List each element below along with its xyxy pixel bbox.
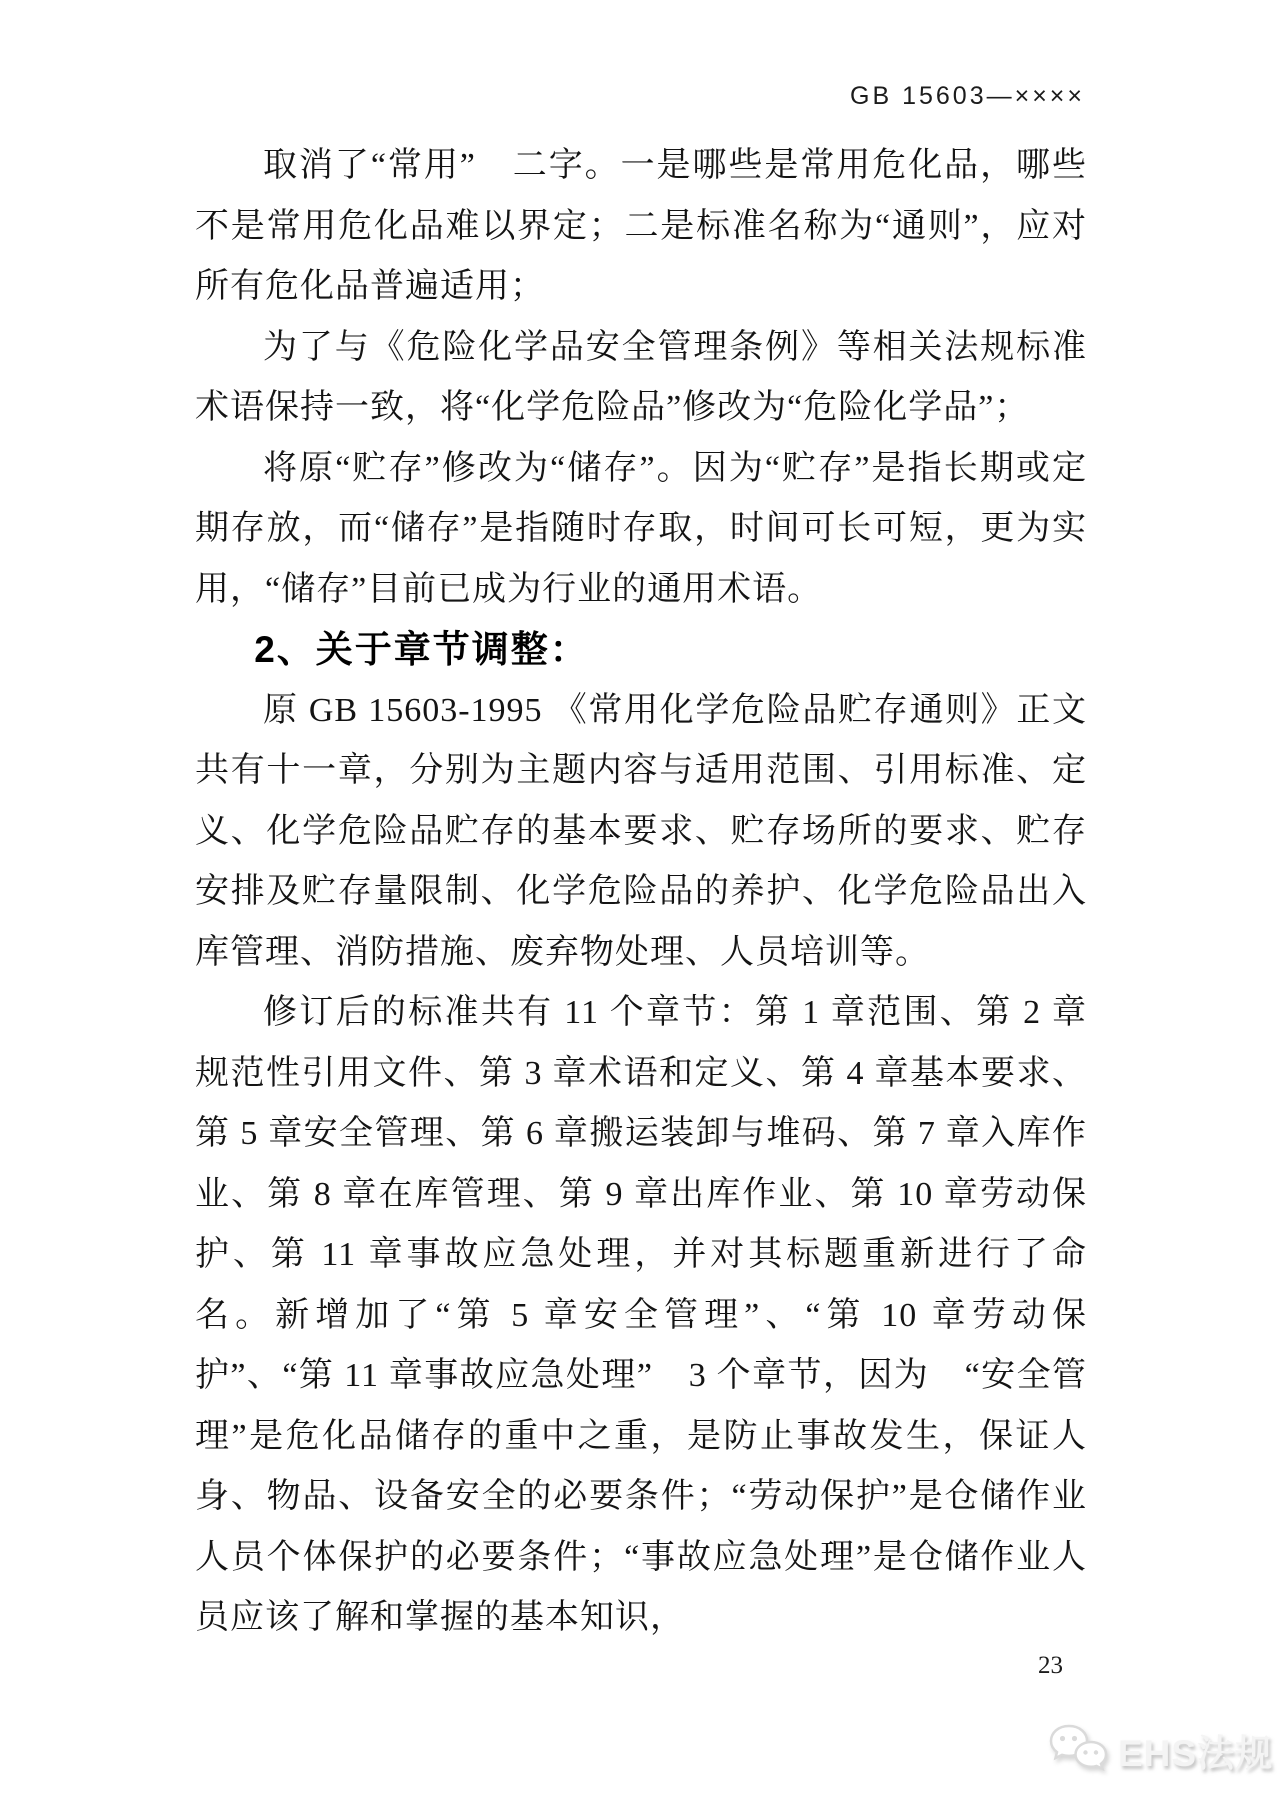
paragraph: 原 GB 15603-1995 《常用化学危险品贮存通则》正文共有十一章，分别为主题内容与适用范围、引用标准、定义、化学危险品贮存的基本要求、贮存场所的要求、贮存安排及贮存量限制、化学危险品的养护、化学危险品出入库管理、消防措施、废弃物处理、人员培训等。 xyxy=(195,691,1087,971)
watermark-label: EHS法规 xyxy=(1118,1733,1274,1774)
document-header-standard-number: GB 15603—×××× xyxy=(850,82,1085,110)
section-heading: 2、关于章节调整： xyxy=(254,629,589,670)
paragraph: 将原“贮存”修改为“储存”。因为“贮存”是指长期或定期存放，而“储存”是指随时存取，时间可长可短，更为实用，“储存”目前已成为行业的通用术语。 xyxy=(195,449,1087,608)
page-number: 23 xyxy=(1038,1652,1063,1679)
document-body xyxy=(195,136,1087,1649)
paragraph: 取消了“常用” 二字。一是哪些是常用危化品，哪些不是常用危化品难以界定；二是标准名称为“通则”，应对所有危化品普遍适用； xyxy=(195,147,1087,305)
watermark xyxy=(1048,1722,1273,1778)
paragraph: 为了与《危险化学品安全管理条例》等相关法规标准术语保持一致，将“化学危险品”修改为“危险化学品”； xyxy=(195,328,1087,426)
paragraph: 修订后的标准共有 11 个章节：第 1 章范围、第 2 章规范性引用文件、第 3 章术语和定义、第 4 章基本要求、第 5 章安全管理、第 6 章搬运装卸与堆码、第 7 章入库作业、第 8 章在库管理、第 9 章出库作业、第 10 章劳动保护、第 11 章事故应急处理，并对其标题重新进行了命名。新增加了“第 5 章安全管理”、“第 10 章劳动保护”、“第 11 章事故应急处理” 3 个章节，因为 “安全管理”是危化品储存的重中之重，是防止事故发生，保证人身、物品、设备安全的必要条件；“劳动保护”是仓储作业人员个体保护的必要条件；“事故应急处理”是仓储作业人员应该了解和掌握的基本知识， xyxy=(195,994,1087,1636)
wechat-icon xyxy=(1048,1722,1110,1778)
